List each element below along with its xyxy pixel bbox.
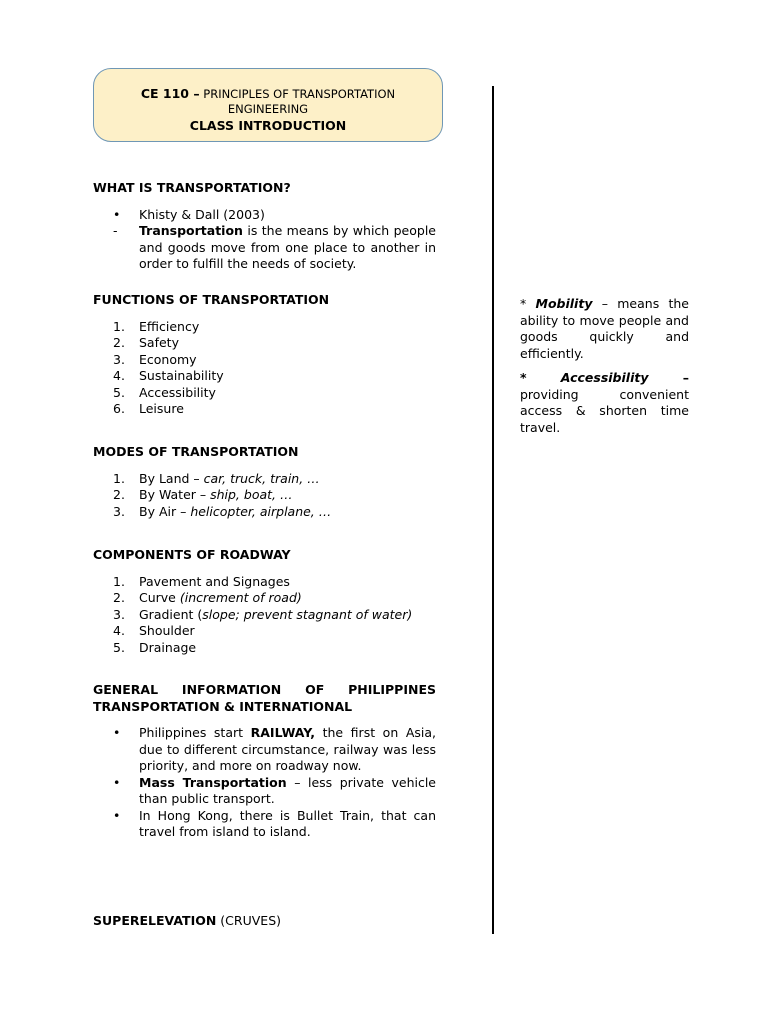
section-functions: [93, 292, 329, 418]
course-title-part2: ENGINEERING: [227, 102, 309, 116]
section-what-is-transportation: [93, 180, 436, 273]
bullet-icon: •: [113, 774, 121, 790]
list-item: 3. Economy: [113, 351, 197, 367]
list-item: 4. Sustainability: [113, 368, 224, 383]
list-item: 1. Pavement and Signages: [113, 573, 290, 589]
title-box: [93, 68, 443, 142]
bullet-icon: •: [113, 206, 121, 222]
course-title-part1: PRINCIPLES OF TRANSPORTATION: [203, 87, 396, 101]
section-heading: COMPONENTS OF ROADWAY: [93, 547, 291, 562]
side-notes: [520, 296, 689, 436]
list-item: 3. Gradient (slope; prevent stagnant of water): [113, 606, 413, 622]
side-note-mobility: * Mobility – means the ability to move people and goods quickly and efficiently.: [520, 296, 689, 361]
list-item: 5. Drainage: [113, 639, 197, 655]
section-general-information: [93, 682, 436, 841]
list-item: • Mass Transportation – less private vehicle than public transport.: [113, 774, 436, 806]
bullet-icon: •: [113, 807, 121, 823]
components-list: [93, 574, 412, 657]
functions-list: [93, 319, 329, 418]
list-item: 6. Leisure: [113, 401, 184, 416]
definition-term: Transportation: [139, 223, 243, 238]
list-item: [93, 207, 436, 224]
what-is-list: [93, 207, 436, 273]
side-note-accessibility: * Accessibility – providing convenient access & shorten time travel.: [520, 370, 689, 435]
list-item: • In Hong Kong, there is Bullet Train, that can travel from island to island.: [113, 807, 436, 839]
list-item: 1. By Land – car, truck, train, …: [113, 470, 320, 486]
column-divider: [492, 86, 494, 934]
section-modes: [93, 444, 331, 520]
list-item: 3. By Air – helicopter, airplane, …: [113, 503, 332, 519]
bullet-icon: •: [113, 725, 121, 740]
section-heading: GENERAL INFORMATION OF PHILIPPINES TRANSPORTATION & INTERNATIONAL: [93, 682, 436, 714]
dash-icon: -: [113, 223, 118, 238]
section-superelevation: [93, 913, 281, 930]
list-item: 2. Curve (increment of road): [113, 590, 302, 605]
section-heading: FUNCTIONS OF TRANSPORTATION: [93, 292, 330, 307]
list-item: 2. Safety: [113, 335, 179, 350]
page-subtitle: CLASS INTRODUCTION: [189, 118, 347, 133]
course-code: CE 110 –: [140, 86, 200, 101]
list-item: [93, 223, 436, 273]
section-heading: SUPERELEVATION: [93, 913, 217, 928]
modes-list: [93, 471, 331, 521]
reference-text: Khisty & Dall (2003): [139, 206, 265, 222]
list-item: 1. Efficiency: [113, 318, 200, 334]
list-item: 4. Shoulder: [113, 623, 195, 638]
section-components: [93, 547, 412, 656]
list-item: 2. By Water – ship, boat, …: [113, 487, 293, 502]
course-title-line: [94, 86, 442, 102]
section-heading-note: (CRUVES): [216, 913, 282, 928]
definition-text: is the means by which people and goods move from one place to another in order to fulfill the needs of society.: [139, 223, 436, 271]
list-item: 5. Accessibility: [113, 384, 216, 400]
section-heading: MODES OF TRANSPORTATION: [93, 444, 299, 459]
section-heading: WHAT IS TRANSPORTATION?: [93, 180, 291, 195]
list-item: • Philippines start RAILWAY, the first on Asia, due to different circumstance, railway was less priority, and more on roadway now.: [113, 725, 436, 773]
general-list: [93, 725, 436, 841]
